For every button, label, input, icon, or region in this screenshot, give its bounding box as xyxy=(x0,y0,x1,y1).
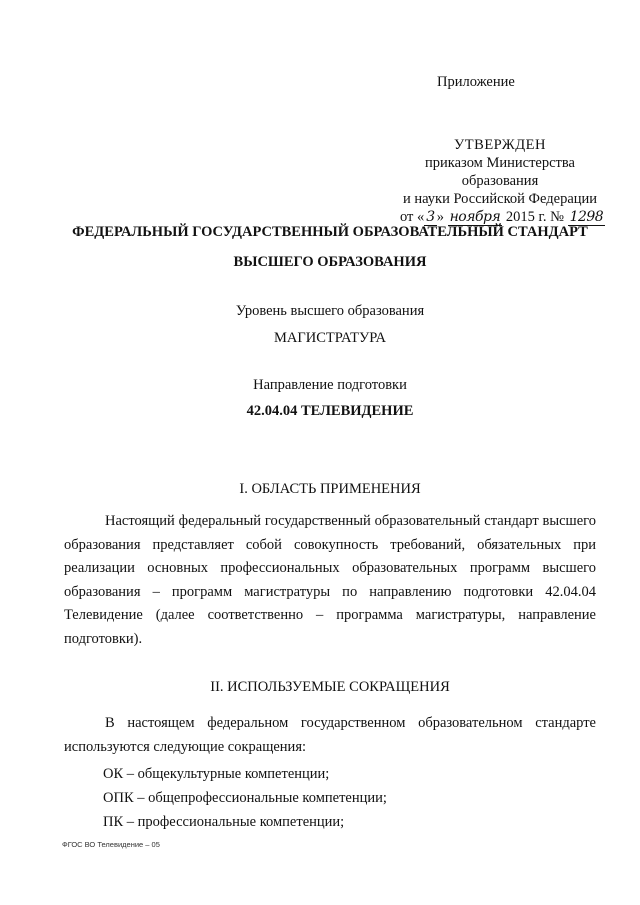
order-month: ноября xyxy=(449,209,501,225)
approved-line-ministry: приказом Министерства образования xyxy=(425,155,575,189)
appendix-label: Приложение xyxy=(437,74,515,90)
list-item: ПК – профессиональные компетенции; xyxy=(103,814,345,830)
section2-intro: В настоящем федеральном государственном образовательном стандарте используются следующие сокращения: xyxy=(64,715,596,755)
document-title-line2: ВЫСШЕГО ОБРАЗОВАНИЯ xyxy=(233,254,427,270)
section2-heading: II. ИСПОЛЬЗУЕМЫЕ СОКРАЩЕНИЯ xyxy=(210,679,450,695)
section1-heading: I. ОБЛАСТЬ ПРИМЕНЕНИЯ xyxy=(239,481,421,497)
order-year: 2015 г. № xyxy=(505,209,564,225)
section1-paragraph: Настоящий федеральный государственный образовательный стандарт высшего образования представляет собой совокупность требований, обязательных при реализации основных профессиональных образовательных программ высшего образования – программ магистратуры по направлению подготовки 42.04.04 Телевидение (далее соответственно – программа магистратуры, направление подготовки). xyxy=(64,513,596,647)
list-item: ОПК – общепрофессиональные компетенции; xyxy=(103,790,387,806)
level-label: Уровень высшего образования xyxy=(235,303,425,319)
approved-line-federation: и науки Российской Федерации xyxy=(402,191,598,207)
approval-block xyxy=(400,136,604,226)
order-quote-close: » xyxy=(436,209,444,225)
list-item: ОК – общекультурные компетенции; xyxy=(103,766,330,782)
order-number: 1298 xyxy=(569,209,604,225)
direction-label: Направление подготовки xyxy=(253,377,407,393)
order-prefix: от « xyxy=(400,209,425,225)
approved-title: УТВЕРЖДЕН xyxy=(454,137,546,153)
page-footer: ФГОС ВО Телевидение – 05 xyxy=(62,840,160,849)
direction-value: 42.04.04 ТЕЛЕВИДЕНИЕ xyxy=(246,403,414,419)
document-title-line1: ФЕДЕРАЛЬНЫЙ ГОСУДАРСТВЕННЫЙ ОБРАЗОВАТЕЛЬНЫЙ СТАНДАРТ xyxy=(72,224,588,240)
level-value: МАГИСТРАТУРА xyxy=(274,330,386,346)
order-day: 3 xyxy=(426,209,435,225)
